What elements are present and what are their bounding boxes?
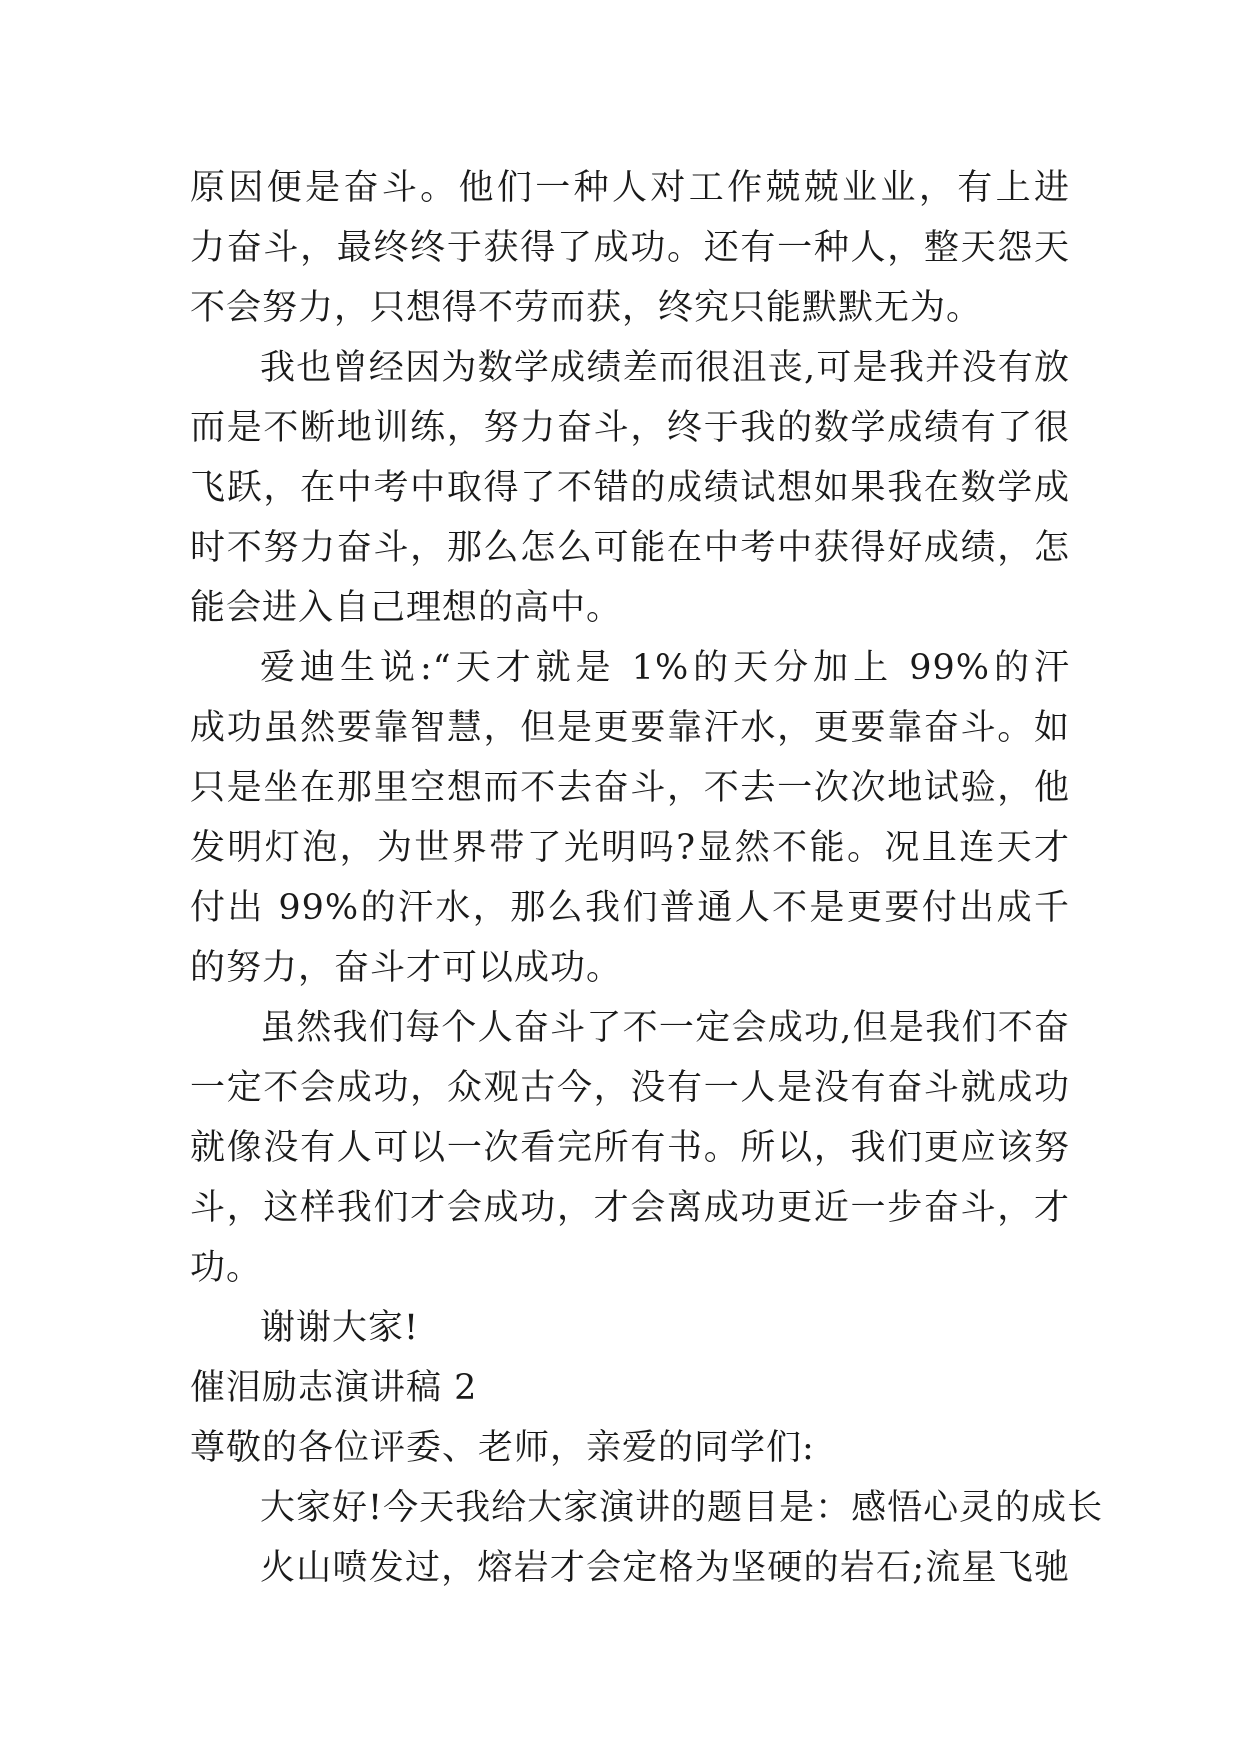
text-line: 谢谢大家! — [260, 1308, 420, 1348]
section-heading: 催泪励志演讲稿 2 — [190, 1368, 478, 1408]
text-line: 原因便是奋斗。他们一种人对工作兢兢业业，有上进 — [190, 168, 1070, 208]
text-line: 火山喷发过，熔岩才会定格为坚硬的岩石;流星飞驰 — [260, 1548, 1070, 1588]
text-line: 而是不断地训练，努力奋斗，终于我的数学成绩有了很 — [190, 408, 1070, 448]
text-line: 能会进入自己理想的高中。 — [190, 588, 623, 628]
text-line: 飞跃，在中考中取得了不错的成绩试想如果我在数学成 — [190, 468, 1070, 508]
text-line: 功。 — [190, 1248, 263, 1288]
text-line: 力奋斗，最终终于获得了成功。还有一种人，整天怨天 — [190, 228, 1070, 268]
text-line: 一定不会成功，众观古今，没有一人是没有奋斗就成功 — [190, 1068, 1070, 1108]
document-body — [190, 158, 1104, 1598]
text-line: 付出 99%的汗水，那么我们普通人不是更要付出成千 — [190, 888, 1070, 928]
salutation: 尊敬的各位评委、老师，亲爱的同学们: — [190, 1428, 815, 1468]
text-line: 时不努力奋斗，那么怎么可能在中考中获得好成绩，怎 — [190, 528, 1070, 568]
text-line: 成功虽然要靠智慧，但是更要靠汗水，更要靠奋斗。如 — [190, 708, 1070, 748]
text-line: 就像没有人可以一次看完所有书。所以，我们更应该努 — [190, 1128, 1070, 1168]
text-line: 只是坐在那里空想而不去奋斗，不去一次次地试验，他 — [190, 768, 1070, 808]
text-line: 发明灯泡，为世界带了光明吗?显然不能。况且连天才 — [190, 828, 1070, 868]
text-line: 虽然我们每个人奋斗了不一定会成功,但是我们不奋 — [260, 1008, 1070, 1048]
text-line: 的努力，奋斗才可以成功。 — [190, 948, 623, 988]
text-line: 爱迪生说:“天才就是 1%的天分加上 99%的汗 — [260, 648, 1070, 688]
text-line: 我也曾经因为数学成绩差而很沮丧,可是我并没有放 — [260, 348, 1070, 388]
text-line: 不会努力，只想得不劳而获，终究只能默默无为。 — [190, 288, 983, 328]
text-line: 大家好!今天我给大家演讲的题目是：感悟心灵的成长 — [260, 1488, 1104, 1528]
text-line: 斗，这样我们才会成功，才会离成功更近一步奋斗，才 — [190, 1188, 1070, 1228]
